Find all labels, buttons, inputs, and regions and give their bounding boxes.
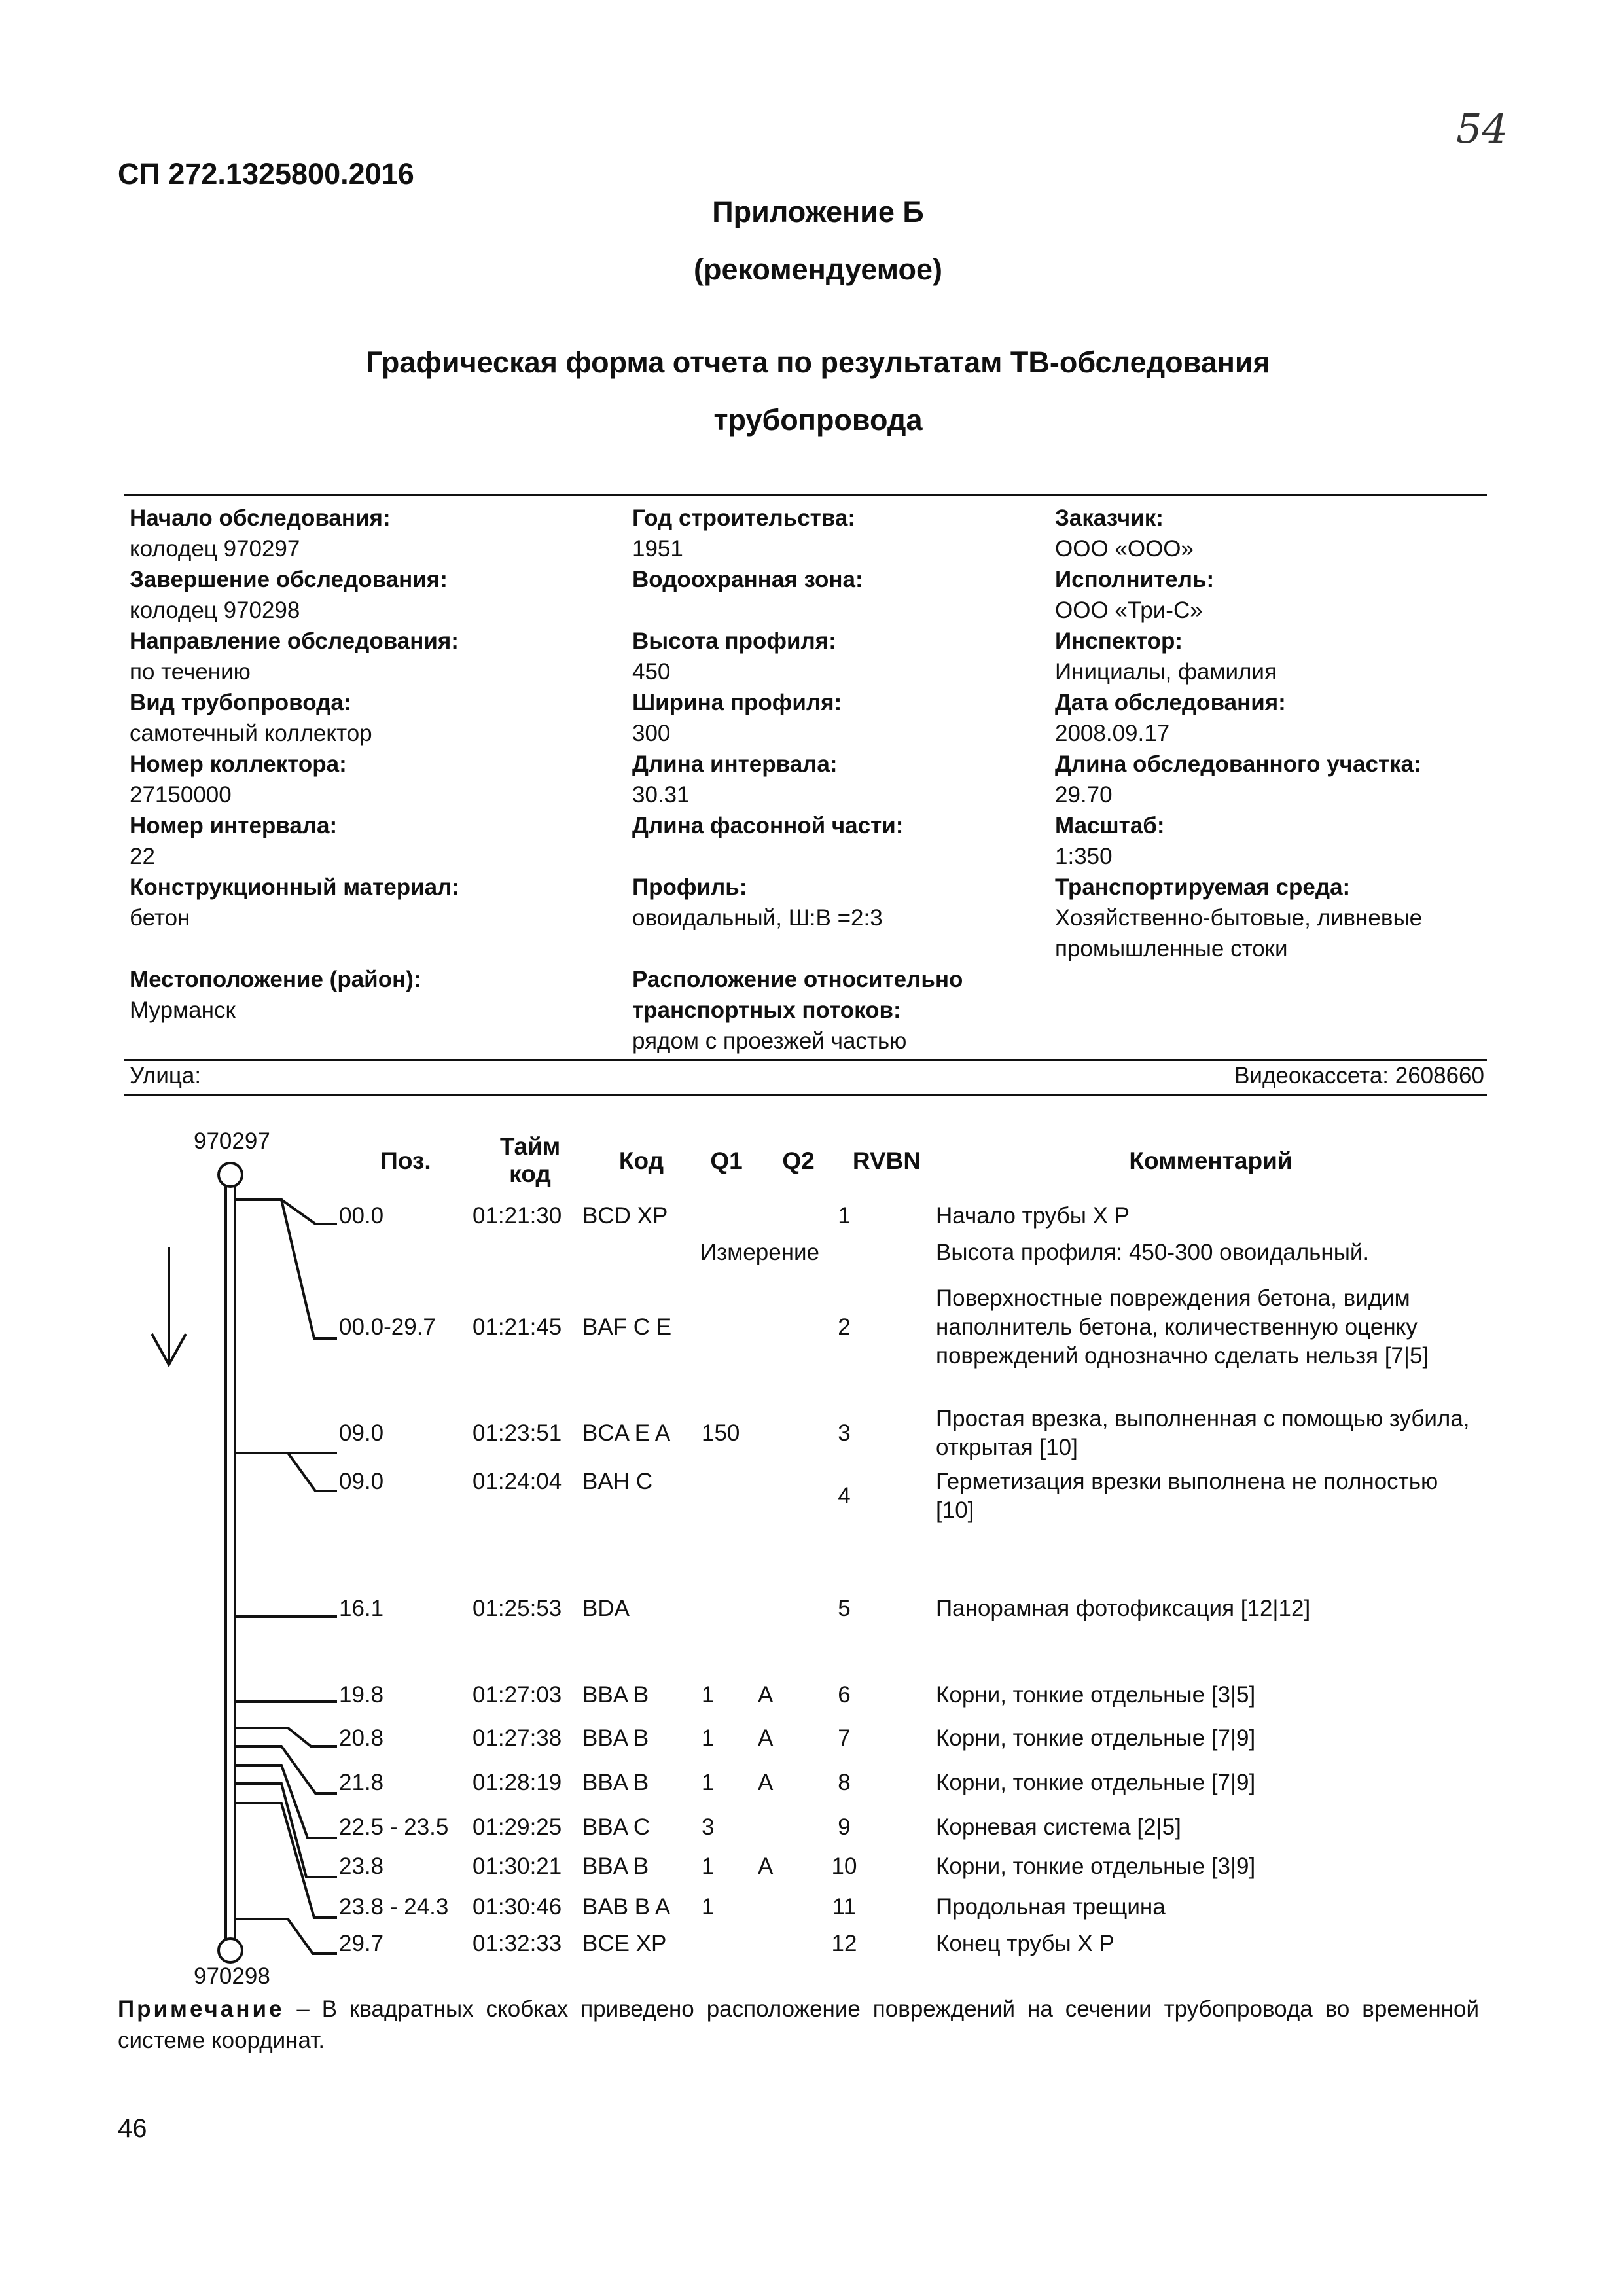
row-5-comment: Панорамная фотофиксация [12|12] <box>936 1596 1311 1621</box>
fitting-length-label: Длина фасонной части: <box>632 813 904 838</box>
row-3-time: 01:23:51 <box>473 1420 562 1446</box>
row-3-code: BCA E A <box>582 1420 671 1446</box>
profile-height-value: 450 <box>632 659 671 685</box>
row-7-comment: Корни, тонкие отдельные [7|9] <box>936 1725 1256 1751</box>
profile-value: овоидальный, Ш:В =2:3 <box>632 905 883 931</box>
material-label: Конструкционный материал: <box>130 874 459 900</box>
row-5-time: 01:25:53 <box>473 1596 562 1621</box>
leader-23-8 <box>235 1784 337 1877</box>
row-10-q1: 1 <box>702 1854 715 1879</box>
leader-09-0-b <box>235 1453 337 1491</box>
start-label: Начало обследования: <box>130 505 391 531</box>
row-9-position: 22.5 - 23.5 <box>339 1814 449 1840</box>
footnote <box>118 1994 1479 2056</box>
row-11-position: 23.8 - 24.3 <box>339 1894 449 1920</box>
row-9-code: BBA C <box>582 1814 651 1840</box>
row-6-q2: A <box>758 1682 774 1708</box>
row-12-time: 01:32:33 <box>473 1931 562 1956</box>
scale-value: 1:350 <box>1055 844 1113 869</box>
row-1-position: 00.0 <box>339 1203 384 1229</box>
row-3-rvbn: 3 <box>838 1420 851 1446</box>
row-11-rvbn: 11 <box>832 1894 857 1920</box>
appendix-heading: Приложение Б <box>712 195 924 228</box>
row-11-code: BAB B A <box>582 1894 671 1920</box>
header-comment: Комментарий <box>1129 1147 1293 1174</box>
row-9-q1: 3 <box>702 1814 715 1840</box>
leader-29-7 <box>235 1919 337 1954</box>
row-5-rvbn: 5 <box>838 1596 851 1621</box>
row-5-code: BDA <box>582 1596 630 1621</box>
end-well-label: 970298 <box>194 1964 270 1989</box>
row-4-time: 01:24:04 <box>473 1469 562 1494</box>
row-4-code: BAH C <box>582 1469 652 1494</box>
appendix-status: (рекомендуемое) <box>694 253 942 286</box>
header-timecode-2: код <box>509 1160 551 1187</box>
row-2-comment: Поверхностные повреждения бетона, видим наполнитель бетона, количественную оценку повреждений однозначно сделать нельзя [7|5] <box>936 1285 1429 1369</box>
footnote-label: Примечание <box>118 1996 285 2022</box>
row-8-q2: A <box>758 1770 774 1795</box>
row-4-rvbn: 4 <box>838 1483 851 1509</box>
leader-00-0-29-7 <box>235 1200 337 1338</box>
row-7-rvbn: 7 <box>838 1725 851 1751</box>
material-value: бетон <box>130 905 190 931</box>
row-11-comment: Продольная трещина <box>936 1894 1166 1920</box>
direction-value: по течению <box>130 659 251 685</box>
profile-width-value: 300 <box>632 721 671 746</box>
direction-label: Направление обследования: <box>130 628 459 654</box>
row-3-position: 09.0 <box>339 1420 384 1446</box>
row-8-position: 21.8 <box>339 1770 384 1795</box>
row-9-rvbn: 9 <box>838 1814 851 1840</box>
customer-label: Заказчик: <box>1055 505 1164 531</box>
row-6-time: 01:27:03 <box>473 1682 562 1708</box>
row-8-q1: 1 <box>702 1770 715 1795</box>
row-10-time: 01:30:21 <box>473 1854 562 1879</box>
row-7-position: 20.8 <box>339 1725 384 1751</box>
traffic-position-label-1: Расположение относительно <box>632 967 963 992</box>
scale-label: Масштаб: <box>1055 813 1165 838</box>
leader-20-8 <box>235 1728 337 1746</box>
row-7-code: BBA B <box>582 1725 649 1751</box>
end-label: Завершение обследования: <box>130 567 448 592</box>
profile-width-label: Ширина профиля: <box>632 690 842 715</box>
row-10-code: BBA B <box>582 1854 649 1879</box>
traffic-position-label-2: транспортных потоков: <box>632 997 901 1023</box>
header-position: Поз. <box>380 1147 431 1174</box>
row-1-rvbn: 1 <box>838 1203 851 1229</box>
row-6-q1: 1 <box>702 1682 715 1708</box>
inspector-label: Инспектор: <box>1055 628 1183 654</box>
report-title-line-1: Графическая форма отчета по результатам ТВ-обследования <box>366 346 1270 379</box>
row-10-rvbn: 10 <box>831 1854 857 1879</box>
interval-length-label: Длина интервала: <box>632 751 838 777</box>
pipeline-type-label: Вид трубопровода: <box>130 690 351 715</box>
water-zone-label: Водоохранная зона: <box>632 567 863 592</box>
row-6-comment: Корни, тонкие отдельные [3|5] <box>936 1682 1256 1708</box>
row-1-comment: Начало трубы X P <box>936 1203 1130 1229</box>
start-well-label: 970297 <box>194 1128 270 1154</box>
row-8-rvbn: 8 <box>838 1770 851 1795</box>
collector-number-label: Номер коллектора: <box>130 751 347 777</box>
contractor-label: Исполнитель: <box>1055 567 1215 592</box>
medium-value-line-1: Хозяйственно-бытовые, ливневые <box>1055 905 1423 931</box>
row-11-q1: 1 <box>702 1894 715 1920</box>
row-8-code: BBA B <box>582 1770 649 1795</box>
footnote-text: – В квадратных скобках приведено расположение повреждений на сечении трубопровода во временной системе координат. <box>118 1996 1479 2053</box>
row-5-position: 16.1 <box>339 1596 384 1621</box>
row-2-position: 00.0-29.7 <box>339 1314 436 1340</box>
document-code: СП 272.1325800.2016 <box>118 157 414 190</box>
row-3-comment: Простая врезка, выполненная с помощью зубила, открытая [10] <box>936 1406 1470 1460</box>
end-manhole-circle <box>219 1939 242 1962</box>
header-timecode-1: Тайм <box>499 1133 561 1160</box>
end-value: колодец 970298 <box>130 598 300 623</box>
row-12-position: 29.7 <box>339 1931 384 1956</box>
inspector-value: Инициалы, фамилия <box>1055 659 1277 685</box>
header-code: Код <box>618 1147 664 1174</box>
inspection-date-label: Дата обследования: <box>1055 690 1286 715</box>
header-q1: Q1 <box>710 1147 743 1174</box>
header-q2: Q2 <box>782 1147 815 1174</box>
row-9-comment: Корневая система [2|5] <box>936 1814 1181 1840</box>
inspection-date-value: 2008.09.17 <box>1055 721 1170 746</box>
row-10-comment: Корни, тонкие отдельные [3|9] <box>936 1854 1256 1879</box>
row-1-code: BCD XP <box>582 1203 668 1229</box>
interval-length-value: 30.31 <box>632 782 690 808</box>
pipeline-type-value: самотечный коллектор <box>130 721 372 746</box>
row-2-code: BAF C E <box>582 1314 672 1340</box>
report-title-line-2: трубопровода <box>713 403 923 437</box>
customer-value: ООО «ООО» <box>1055 536 1194 562</box>
row-10-q2: A <box>758 1854 774 1879</box>
row-11-time: 01:30:46 <box>473 1894 562 1920</box>
row-6-rvbn: 6 <box>838 1682 851 1708</box>
profile-label: Профиль: <box>632 874 747 900</box>
row-8-time: 01:28:19 <box>473 1770 562 1795</box>
location-value: Мурманск <box>130 997 236 1023</box>
street-label: Улица: <box>130 1063 202 1088</box>
row-2-rvbn: 2 <box>838 1314 851 1340</box>
leader-21-8 <box>235 1746 337 1793</box>
row-measurement-span: Измерение <box>700 1240 820 1265</box>
row-7-time: 01:27:38 <box>473 1725 562 1751</box>
profile-height-label: Высота профиля: <box>632 628 836 654</box>
medium-label: Транспортируемая среда: <box>1055 874 1351 900</box>
row-10-position: 23.8 <box>339 1854 384 1879</box>
interval-number-label: Номер интервала: <box>130 813 338 838</box>
contractor-value: ООО «Три-С» <box>1055 598 1203 623</box>
interval-number-value: 22 <box>130 844 155 869</box>
handwritten-page-mark: 54 <box>1456 105 1508 152</box>
row-6-code: BBA B <box>582 1682 649 1708</box>
construction-year-value: 1951 <box>632 536 683 562</box>
row-8-comment: Корни, тонкие отдельные [7|9] <box>936 1770 1256 1795</box>
row-4-position: 09.0 <box>339 1469 384 1494</box>
medium-value-line-2: промышленные стоки <box>1055 936 1288 961</box>
row-9-time: 01:29:25 <box>473 1814 562 1840</box>
row-12-code: BCE XP <box>582 1931 667 1956</box>
start-value: колодец 970297 <box>130 536 300 562</box>
location-label: Местоположение (район): <box>130 967 421 992</box>
inspected-length-label: Длина обследованного участка: <box>1055 751 1421 777</box>
header-rvbn: RVBN <box>852 1147 921 1174</box>
start-manhole-circle <box>219 1163 242 1187</box>
row-3-q1: 150 <box>702 1420 740 1446</box>
row-7-q2: A <box>758 1725 774 1751</box>
construction-year-label: Год строительства: <box>632 505 855 531</box>
row-7-q1: 1 <box>702 1725 715 1751</box>
collector-number-value: 27150000 <box>130 782 232 808</box>
page-number: 46 <box>118 2114 147 2143</box>
row-12-rvbn: 12 <box>831 1931 857 1956</box>
row-6-position: 19.8 <box>339 1682 384 1708</box>
row-2-time: 01:21:45 <box>473 1314 562 1340</box>
traffic-position-value: рядом с проезжей частью <box>632 1028 907 1054</box>
leader-23-8-24-3 <box>235 1803 337 1918</box>
row-12-comment: Конец трубы X P <box>936 1931 1115 1956</box>
row-1-time: 01:21:30 <box>473 1203 562 1229</box>
inspected-length-value: 29.70 <box>1055 782 1113 808</box>
videocassette: Видеокассета: 2608660 <box>1234 1063 1484 1088</box>
row-measurement-comment: Высота профиля: 450-300 овоидальный. <box>936 1240 1370 1265</box>
row-4-comment: Герметизация врезки выполнена не полностью [10] <box>936 1469 1438 1523</box>
